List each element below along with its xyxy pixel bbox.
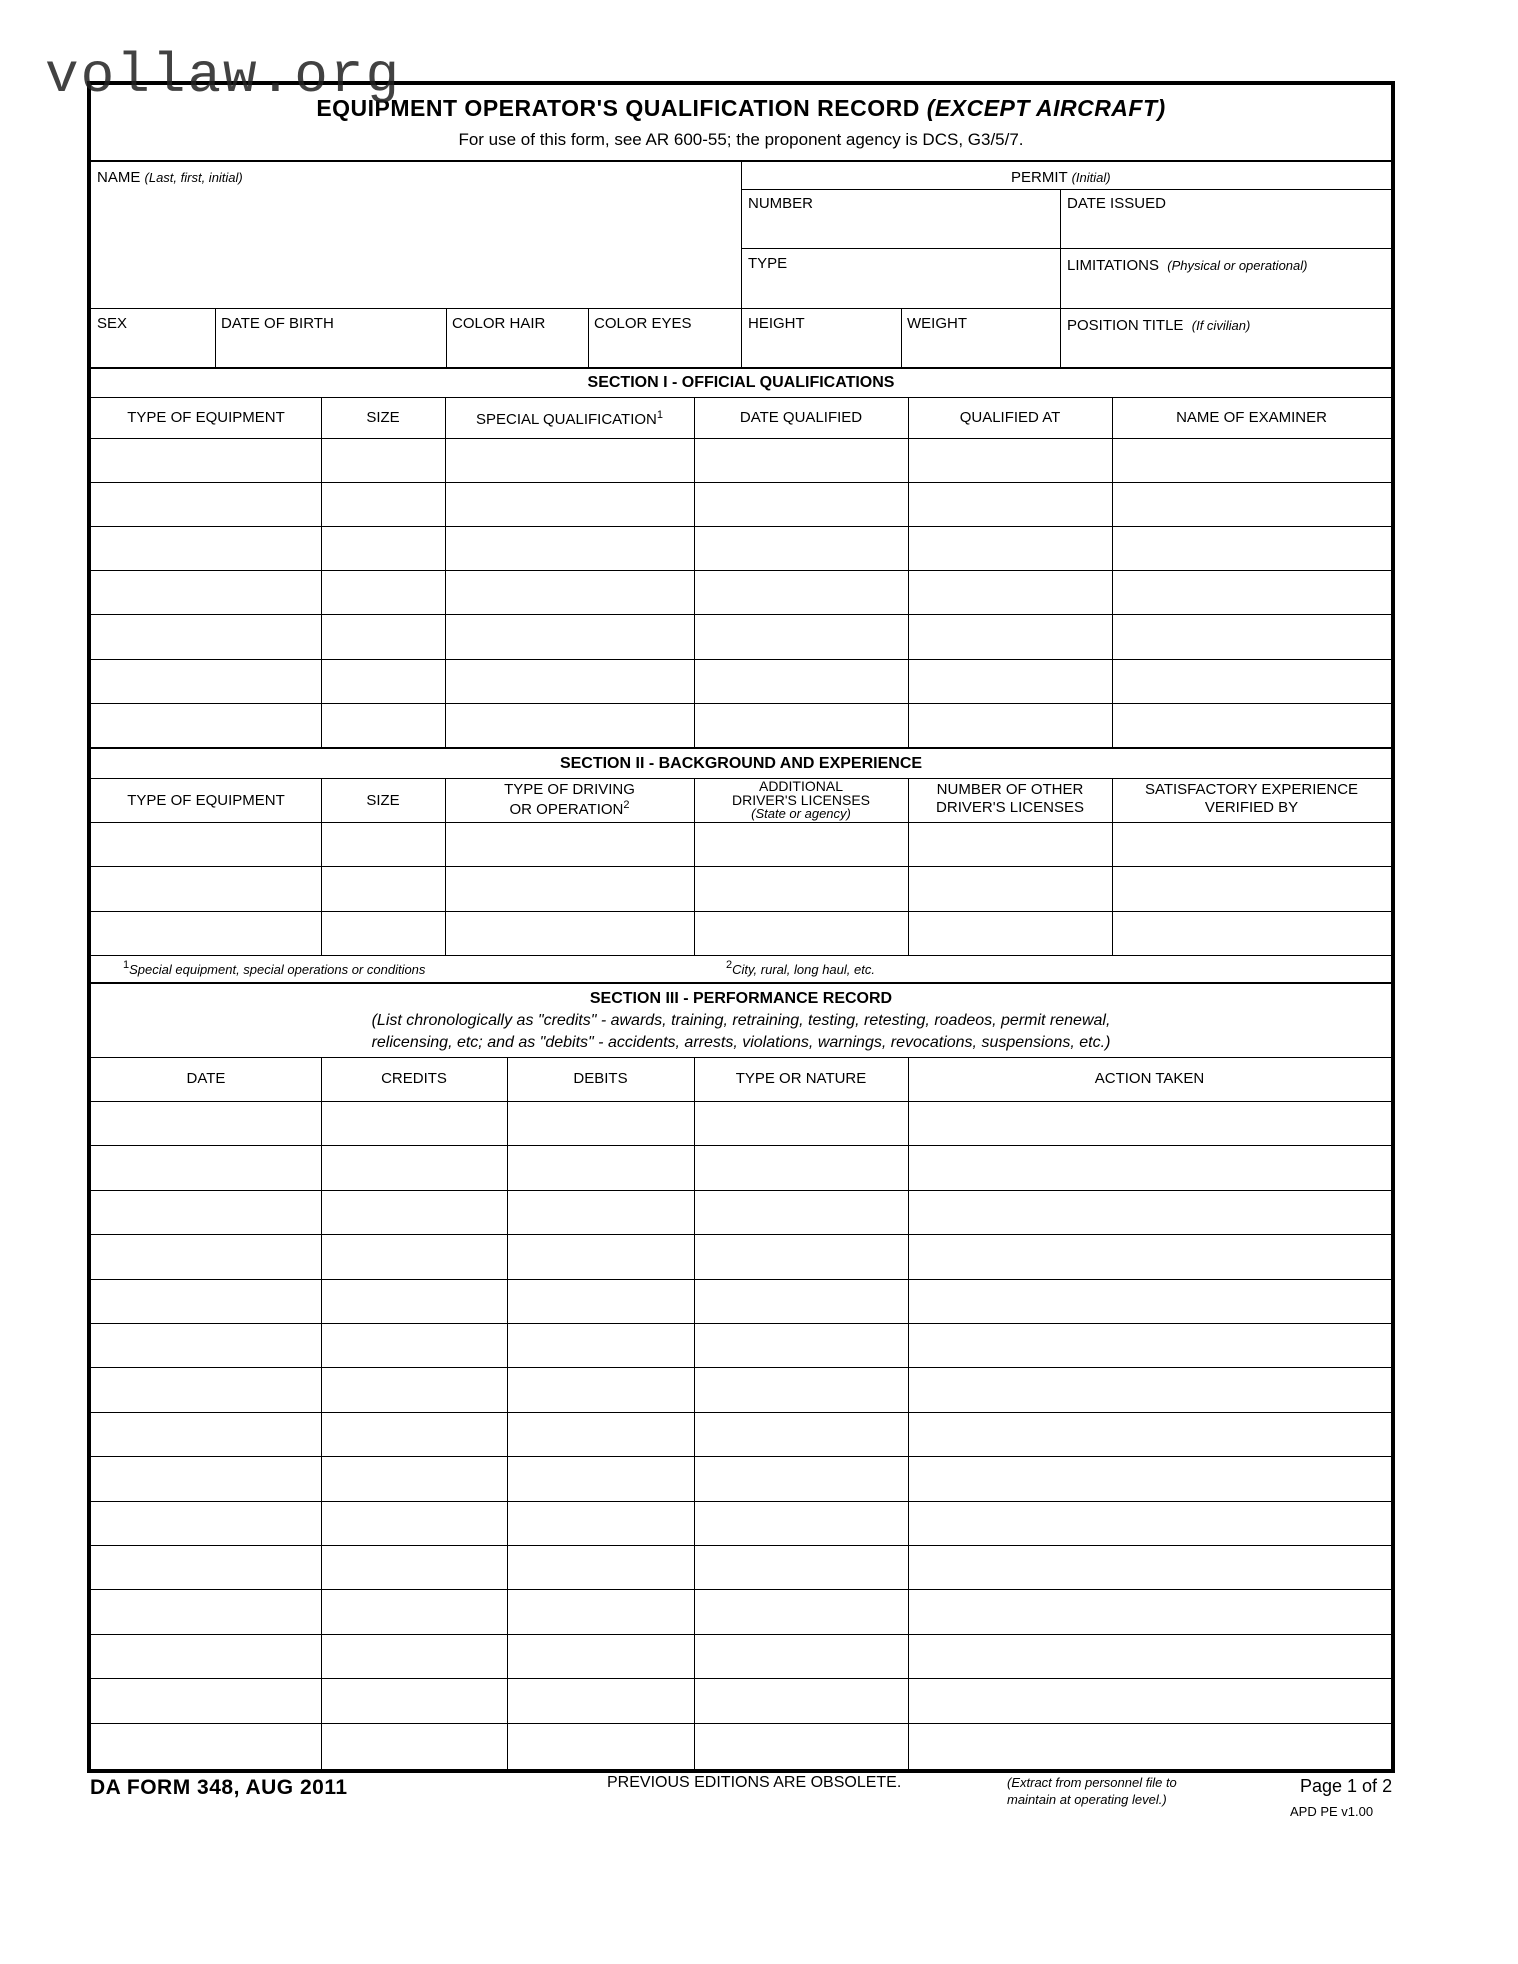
section3-cell[interactable]	[93, 1103, 319, 1143]
divider	[91, 1234, 1391, 1235]
watermark-text: vollaw.org	[45, 44, 402, 108]
divider	[91, 1501, 1391, 1502]
limitations-label: LIMITATIONS (Physical or operational)	[1067, 257, 1308, 274]
section2-cell[interactable]	[93, 913, 319, 953]
section3-cell[interactable]	[910, 1414, 1389, 1454]
section3-cell[interactable]	[323, 1103, 505, 1143]
section3-cell[interactable]	[696, 1103, 906, 1143]
section1-cell[interactable]	[323, 528, 443, 568]
section2-cell[interactable]	[910, 913, 1110, 953]
section1-cell[interactable]	[696, 661, 906, 701]
divider	[321, 397, 322, 747]
section3-cell[interactable]	[93, 1325, 319, 1365]
divider	[908, 397, 909, 747]
section3-description-1: (List chronologically as "credits" - awards, training, retraining, testing, retesting, roadeos, permit renewal,	[371, 1012, 1111, 1029]
section3-cell[interactable]	[696, 1680, 906, 1720]
section3-cell[interactable]	[323, 1369, 505, 1409]
section3-cell[interactable]	[910, 1636, 1389, 1676]
section1-header-3: DATE QUALIFIED	[739, 409, 863, 426]
section3-header-2: DEBITS	[573, 1070, 628, 1087]
section2-cell[interactable]	[696, 913, 906, 953]
qualification-form	[87, 81, 1395, 1773]
section1-cell[interactable]	[696, 528, 906, 568]
section3-description-2: relicensing, etc; and as "debits" - accidents, arrests, violations, warnings, revocations, suspensions, etc.)	[371, 1034, 1111, 1051]
section1-cell[interactable]	[93, 572, 319, 612]
section1-cell[interactable]	[696, 616, 906, 656]
section1-cell[interactable]	[910, 705, 1110, 745]
divider	[91, 1057, 1391, 1058]
divider	[91, 1456, 1391, 1457]
section2-cell[interactable]	[696, 824, 906, 864]
section3-cell[interactable]	[910, 1458, 1389, 1498]
section3-cell[interactable]	[323, 1680, 505, 1720]
section3-cell[interactable]	[696, 1369, 906, 1409]
section1-cell[interactable]	[1114, 440, 1389, 480]
section3-cell[interactable]	[509, 1636, 692, 1676]
section1-cell[interactable]	[1114, 705, 1389, 745]
divider	[91, 367, 1391, 369]
section3-cell[interactable]	[696, 1547, 906, 1587]
section3-cell[interactable]	[696, 1147, 906, 1187]
section3-cell[interactable]	[93, 1547, 319, 1587]
section2-cell[interactable]	[447, 913, 692, 953]
section3-cell[interactable]	[910, 1369, 1389, 1409]
section3-cell[interactable]	[910, 1725, 1389, 1765]
section1-cell[interactable]	[910, 440, 1110, 480]
section1-cell[interactable]	[93, 661, 319, 701]
divider	[445, 397, 446, 747]
divider	[91, 1190, 1391, 1191]
section3-cell[interactable]	[509, 1281, 692, 1321]
section3-cell[interactable]	[509, 1103, 692, 1143]
section2-cell[interactable]	[323, 913, 443, 953]
form-subtitle: For use of this form, see AR 600-55; the proponent agency is DCS, G3/5/7.	[458, 130, 1024, 149]
divider	[741, 248, 1391, 249]
section1-cell[interactable]	[93, 440, 319, 480]
section3-cell[interactable]	[696, 1503, 906, 1543]
section1-title: SECTION I - OFFICIAL QUALIFICATIONS	[587, 374, 895, 391]
section1-cell[interactable]	[447, 616, 692, 656]
limitations-field[interactable]	[1062, 275, 1389, 307]
section3-cell[interactable]	[323, 1325, 505, 1365]
section3-cell[interactable]	[910, 1325, 1389, 1365]
section2-cell[interactable]	[323, 868, 443, 908]
section3-cell[interactable]	[509, 1591, 692, 1631]
section1-cell[interactable]	[1114, 484, 1389, 524]
form-title	[91, 95, 1391, 122]
section3-cell[interactable]	[696, 1236, 906, 1276]
divider	[91, 614, 1391, 615]
name-label: NAME (Last, first, initial)	[97, 169, 243, 186]
section1-cell[interactable]	[1114, 661, 1389, 701]
sex-label: SEX	[97, 315, 128, 332]
section3-cell[interactable]	[509, 1325, 692, 1365]
section1-cell[interactable]	[323, 572, 443, 612]
footnote-1: $^1$Special equipment, special operations or conditions	[123, 959, 426, 977]
section1-header-5: NAME OF EXAMINER	[1176, 409, 1327, 426]
section1-cell[interactable]	[1114, 528, 1389, 568]
section1-cell[interactable]	[93, 705, 319, 745]
section1-cell[interactable]	[910, 616, 1110, 656]
permit-type-label: TYPE	[748, 255, 788, 272]
section3-cell[interactable]	[910, 1680, 1389, 1720]
divider	[91, 911, 1391, 912]
section3-cell[interactable]	[93, 1236, 319, 1276]
dob-label: DATE OF BIRTH	[221, 315, 334, 332]
section3-cell[interactable]	[696, 1591, 906, 1631]
section3-cell[interactable]	[509, 1547, 692, 1587]
divider	[908, 1057, 909, 1769]
section2-cell[interactable]	[1114, 824, 1389, 864]
date-issued-field[interactable]	[1062, 213, 1389, 247]
section3-title: SECTION III - PERFORMANCE RECORD	[589, 990, 893, 1007]
divider	[901, 308, 902, 367]
section1-cell[interactable]	[447, 440, 692, 480]
section3-cell[interactable]	[696, 1325, 906, 1365]
section3-cell[interactable]	[696, 1414, 906, 1454]
section1-header-0: TYPE OF EQUIPMENT	[127, 409, 285, 426]
section2-cell[interactable]	[93, 868, 319, 908]
permit-label: PERMIT (Initial)	[1011, 169, 1111, 186]
section3-cell[interactable]	[93, 1591, 319, 1631]
section1-cell[interactable]	[447, 484, 692, 524]
obsolete-notice: PREVIOUS EDITIONS ARE OBSOLETE.	[607, 1774, 902, 1791]
section3-cell[interactable]	[93, 1192, 319, 1232]
divider	[91, 1323, 1391, 1324]
form-version: APD PE v1.00	[1290, 1804, 1374, 1819]
weight-field[interactable]	[903, 333, 1058, 366]
extract-note: (Extract from personnel file to maintain at operating level.)	[1007, 1775, 1177, 1807]
section3-cell[interactable]	[910, 1147, 1389, 1187]
position-title-field[interactable]	[1062, 335, 1389, 366]
section3-cell[interactable]	[93, 1147, 319, 1187]
section1-cell[interactable]	[696, 572, 906, 612]
divider	[91, 570, 1391, 571]
section2-header-experience-verified-by: SATISFACTORY EXPERIENCE VERIFIED BY	[1144, 781, 1359, 816]
form-title-main: EQUIPMENT OPERATOR'S QUALIFICATION RECORD	[316, 95, 920, 121]
section2-cell[interactable]	[1114, 868, 1389, 908]
section1-cell[interactable]	[93, 616, 319, 656]
section2-cell[interactable]	[696, 868, 906, 908]
section2-cell[interactable]	[323, 824, 443, 864]
section3-cell[interactable]	[509, 1147, 692, 1187]
section1-cell[interactable]	[696, 484, 906, 524]
weight-label: WEIGHT	[907, 315, 967, 332]
section3-cell[interactable]	[323, 1414, 505, 1454]
section2-cell[interactable]	[910, 824, 1110, 864]
position-title-label: POSITION TITLE (If civilian)	[1067, 317, 1251, 334]
section1-cell[interactable]	[447, 572, 692, 612]
divider	[91, 438, 1391, 439]
section3-cell[interactable]	[323, 1236, 505, 1276]
section2-header-type-of-equipment: TYPE OF EQUIPMENT	[127, 792, 285, 809]
section3-cell[interactable]	[509, 1458, 692, 1498]
divider	[91, 1545, 1391, 1546]
hair-field[interactable]	[448, 333, 586, 366]
eyes-field[interactable]	[590, 333, 739, 366]
section3-cell[interactable]	[910, 1103, 1389, 1143]
page-number: Page 1 of 2	[1300, 1776, 1393, 1796]
section3-cell[interactable]	[323, 1458, 505, 1498]
divider	[91, 1101, 1391, 1102]
section3-cell[interactable]	[323, 1503, 505, 1543]
section1-cell[interactable]	[447, 528, 692, 568]
divider	[91, 982, 1391, 984]
section3-cell[interactable]	[910, 1591, 1389, 1631]
section1-cell[interactable]	[323, 616, 443, 656]
divider	[91, 1145, 1391, 1146]
divider	[91, 866, 1391, 867]
name-field[interactable]	[93, 189, 739, 306]
section3-cell[interactable]	[696, 1725, 906, 1765]
divider	[91, 747, 1391, 749]
section3-cell[interactable]	[93, 1725, 319, 1765]
date-issued-label: DATE ISSUED	[1067, 195, 1166, 212]
section3-cell[interactable]	[910, 1503, 1389, 1543]
section3-cell[interactable]	[323, 1147, 505, 1187]
section3-cell[interactable]	[910, 1192, 1389, 1232]
section1-header-2: SPECIAL QUALIFICATION$^1$	[476, 409, 663, 428]
sex-field[interactable]	[93, 333, 213, 366]
section3-cell[interactable]	[93, 1503, 319, 1543]
section1-cell[interactable]	[910, 528, 1110, 568]
section1-cell[interactable]	[696, 440, 906, 480]
section3-cell[interactable]	[910, 1547, 1389, 1587]
section1-header-4: QUALIFIED AT	[959, 409, 1061, 426]
section1-header-1: SIZE	[366, 409, 400, 426]
divider	[91, 822, 1391, 823]
section3-cell[interactable]	[323, 1547, 505, 1587]
divider	[91, 397, 1391, 398]
divider	[91, 1723, 1391, 1724]
section3-cell[interactable]	[910, 1281, 1389, 1321]
permit-type-field[interactable]	[743, 273, 1058, 307]
dob-field[interactable]	[217, 333, 444, 366]
divider	[741, 189, 1391, 190]
section3-cell[interactable]	[323, 1725, 505, 1765]
section1-cell[interactable]	[1114, 572, 1389, 612]
section3-cell[interactable]	[93, 1414, 319, 1454]
section3-cell[interactable]	[509, 1725, 692, 1765]
divider	[91, 955, 1391, 956]
section1-cell[interactable]	[910, 661, 1110, 701]
divider	[91, 1678, 1391, 1679]
section3-cell[interactable]	[323, 1591, 505, 1631]
divider	[694, 1057, 695, 1769]
section3-cell[interactable]	[93, 1636, 319, 1676]
section3-cell[interactable]	[93, 1458, 319, 1498]
form-title-italic: (EXCEPT AIRCRAFT)	[926, 95, 1166, 121]
section2-cell[interactable]	[910, 868, 1110, 908]
section1-cell[interactable]	[93, 528, 319, 568]
section3-cell[interactable]	[509, 1680, 692, 1720]
section2-title: SECTION II - BACKGROUND AND EXPERIENCE	[559, 755, 923, 772]
height-field[interactable]	[743, 333, 899, 366]
section2-header-size: SIZE	[366, 792, 400, 809]
section1-cell[interactable]	[696, 705, 906, 745]
section3-cell[interactable]	[696, 1281, 906, 1321]
divider	[91, 482, 1391, 483]
section3-cell[interactable]	[323, 1281, 505, 1321]
section3-header-1: CREDITS	[381, 1070, 447, 1087]
divider	[91, 1634, 1391, 1635]
section1-cell[interactable]	[447, 705, 692, 745]
section2-cell[interactable]	[447, 824, 692, 864]
section3-cell[interactable]	[509, 1503, 692, 1543]
section3-cell[interactable]	[509, 1369, 692, 1409]
divider	[91, 1589, 1391, 1590]
divider	[741, 160, 742, 308]
section3-header-0: DATE	[186, 1070, 226, 1087]
section1-cell[interactable]	[93, 484, 319, 524]
divider	[446, 308, 447, 367]
divider	[741, 308, 742, 367]
divider	[91, 1279, 1391, 1280]
section1-cell[interactable]	[910, 572, 1110, 612]
section1-cell[interactable]	[323, 661, 443, 701]
section3-cell[interactable]	[93, 1680, 319, 1720]
section1-cell[interactable]	[323, 705, 443, 745]
permit-number-field[interactable]	[743, 213, 1058, 247]
section3-cell[interactable]	[509, 1236, 692, 1276]
section2-header-type-of-driving: TYPE OF DRIVING OR OPERATION$^2$	[504, 781, 635, 818]
section3-cell[interactable]	[323, 1192, 505, 1232]
section1-cell[interactable]	[323, 484, 443, 524]
section3-cell[interactable]	[910, 1236, 1389, 1276]
divider	[321, 1057, 322, 1769]
section3-cell[interactable]	[509, 1192, 692, 1232]
divider	[91, 1367, 1391, 1368]
form-number: DA FORM 348, AUG 2011	[90, 1776, 348, 1799]
permit-number-label: NUMBER	[748, 195, 814, 212]
section1-cell[interactable]	[447, 661, 692, 701]
divider	[507, 1057, 508, 1769]
divider	[91, 1412, 1391, 1413]
footnote-2: $^2$City, rural, long haul, etc.	[726, 959, 875, 977]
divider	[91, 659, 1391, 660]
section2-cell[interactable]	[447, 868, 692, 908]
section1-cell[interactable]	[910, 484, 1110, 524]
height-label: HEIGHT	[748, 315, 805, 332]
section3-cell[interactable]	[509, 1414, 692, 1454]
section3-cell[interactable]	[696, 1192, 906, 1232]
section2-header-number-other-licenses: NUMBER OF OTHER DRIVER'S LICENSES	[936, 781, 1084, 816]
divider	[91, 526, 1391, 527]
section2-header-additional-licenses: ADDITIONAL DRIVER'S LICENSES (State or agency)	[731, 778, 871, 821]
section3-header-4: ACTION TAKEN	[1094, 1070, 1205, 1087]
section3-cell[interactable]	[696, 1458, 906, 1498]
section2-cell[interactable]	[93, 824, 319, 864]
divider	[91, 703, 1391, 704]
section2-cell[interactable]	[1114, 913, 1389, 953]
divider	[1060, 189, 1061, 367]
hair-label: COLOR HAIR	[452, 315, 546, 332]
section3-cell[interactable]	[323, 1636, 505, 1676]
divider	[1112, 397, 1113, 747]
eyes-label: COLOR EYES	[594, 315, 692, 332]
section1-cell[interactable]	[323, 440, 443, 480]
divider	[588, 308, 589, 367]
divider	[215, 308, 216, 367]
section3-cell[interactable]	[93, 1281, 319, 1321]
section3-header-3: TYPE OR NATURE	[735, 1070, 867, 1087]
divider	[694, 397, 695, 747]
section1-cell[interactable]	[1114, 616, 1389, 656]
section3-cell[interactable]	[696, 1636, 906, 1676]
section3-cell[interactable]	[93, 1369, 319, 1409]
